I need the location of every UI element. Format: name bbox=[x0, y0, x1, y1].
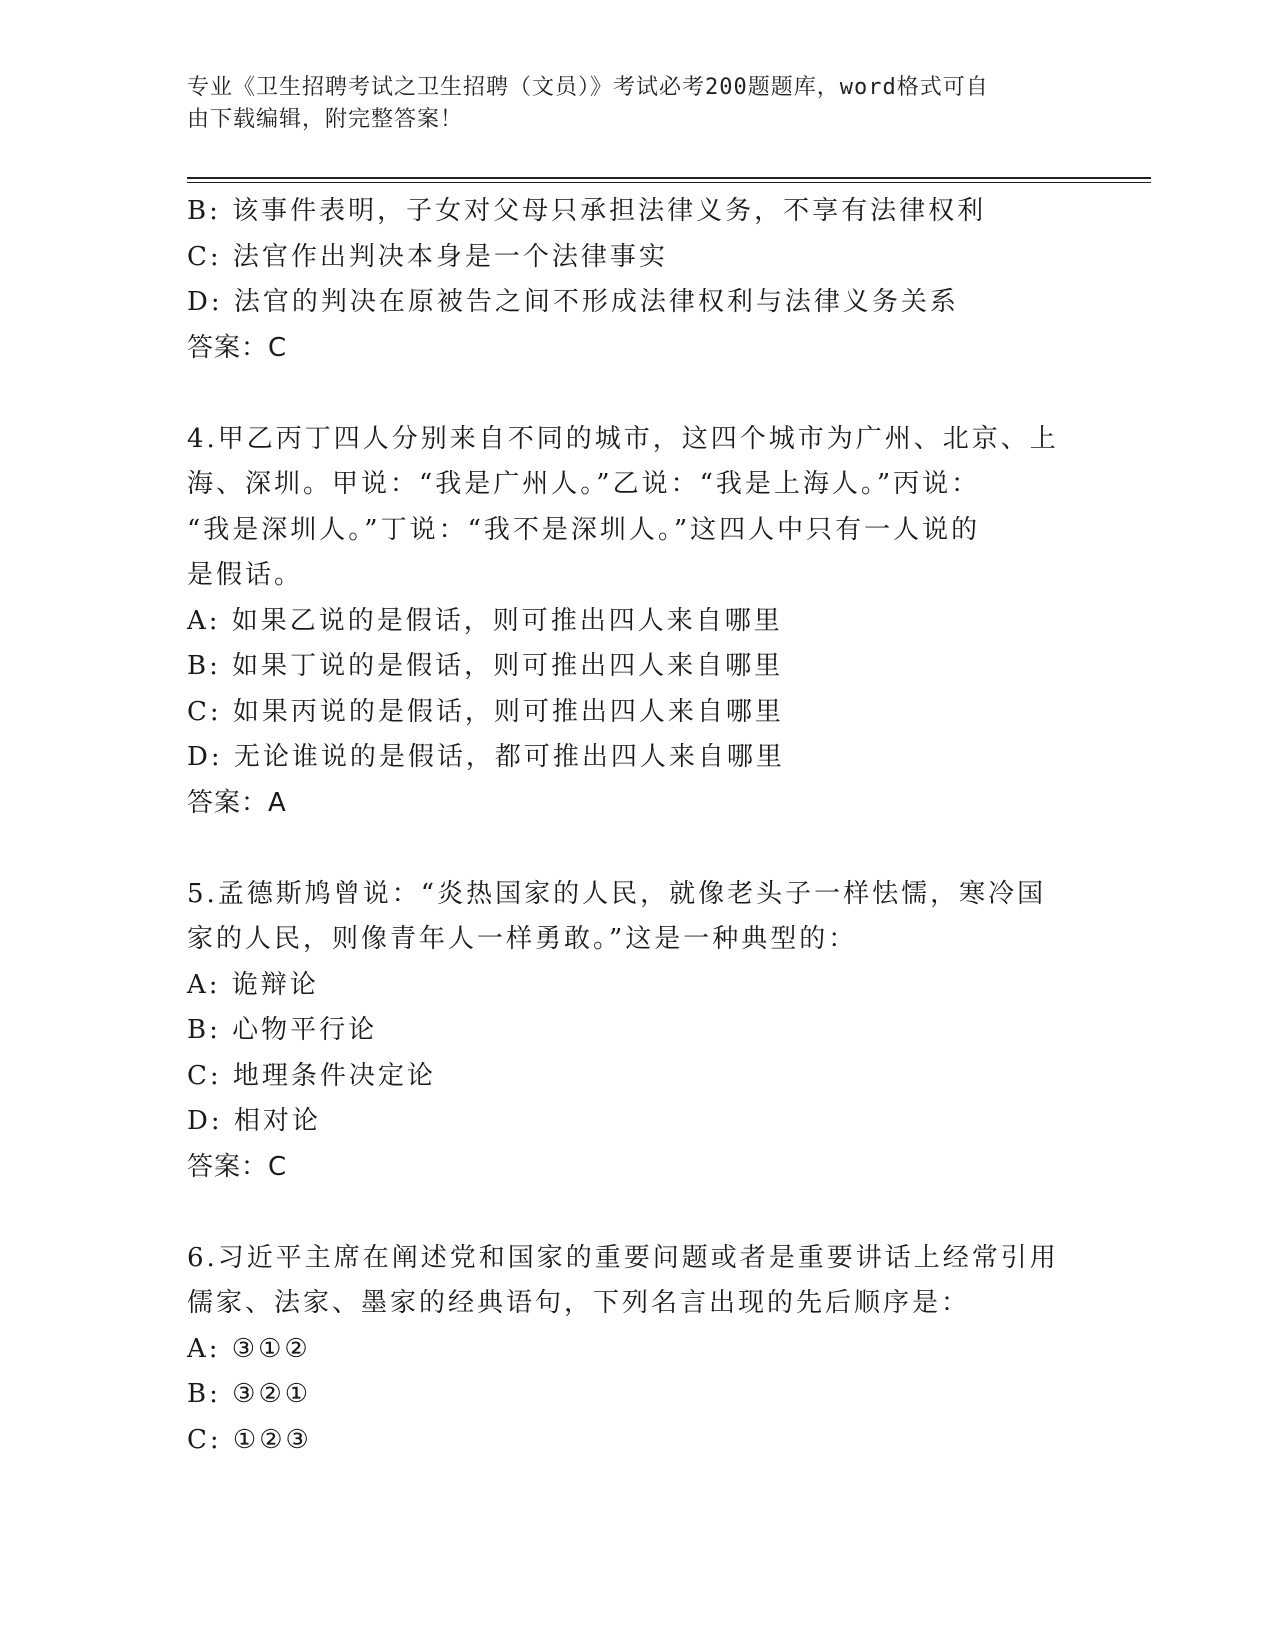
document-header bbox=[187, 72, 1087, 136]
q3-answer: 答案：C bbox=[187, 332, 288, 363]
q5-option-c: C: 地理条件决定论 bbox=[187, 1060, 436, 1091]
spacer bbox=[187, 1190, 1067, 1236]
q6-stem-line-2: 儒家、法家、墨家的经典语句，下列名言出现的先后顺序是： bbox=[187, 1288, 971, 1318]
q6-option-b: B: ③②① bbox=[187, 1379, 312, 1409]
header-divider-thick bbox=[187, 177, 1151, 179]
q5-option-d: D: 相对论 bbox=[187, 1106, 321, 1136]
q4-option-d: D: 无论谁说的是假话，都可推出四人来自哪里 bbox=[187, 742, 785, 772]
q3-option-b: B: 该事件表明，子女对父母只承担法律义务，不享有法律权利 bbox=[187, 196, 987, 226]
q4-answer: 答案：A bbox=[187, 787, 287, 818]
header-line-1: 专业《卫生招聘考试之卫生招聘（文员）》考试必考200题题库，word格式可自 bbox=[187, 75, 989, 100]
question-4-block bbox=[187, 417, 1067, 827]
spacer bbox=[187, 371, 1067, 417]
q5-option-a: A: 诡辩论 bbox=[187, 969, 319, 1000]
q6-stem-line-1: 6.习近平主席在阐述党和国家的重要问题或者是重要讲话上经常引用 bbox=[187, 1242, 1059, 1273]
spacer bbox=[187, 826, 1067, 872]
header-divider-thin bbox=[187, 182, 1151, 183]
q6-option-a: A: ③①② bbox=[187, 1333, 311, 1364]
q6-option-c: C: ①②③ bbox=[187, 1424, 312, 1455]
q4-option-c: C: 如果丙说的是假话，则可推出四人来自哪里 bbox=[187, 696, 784, 727]
question-6-block bbox=[187, 1236, 1067, 1464]
q4-option-a: A: 如果乙说的是假话，则可推出四人来自哪里 bbox=[187, 605, 783, 636]
document-body bbox=[187, 189, 1067, 1463]
q4-stem-line-1: 4.甲乙丙丁四人分别来自不同的城市，这四个城市为广州、北京、上 bbox=[187, 423, 1059, 454]
question-5-block bbox=[187, 872, 1067, 1191]
q5-answer: 答案：C bbox=[187, 1151, 288, 1182]
q5-stem-line-1: 5.孟德斯鸠曾说：“炎热国家的人民，就像老头子一样怯懦，寒冷国 bbox=[187, 878, 1047, 909]
question-3-block bbox=[187, 189, 1067, 371]
header-line-2: 由下载编辑，附完整答案！ bbox=[187, 107, 464, 132]
q5-stem-line-2: 家的人民，则像青年人一样勇敢。”这是一种典型的： bbox=[187, 924, 858, 954]
q5-option-b: B: 心物平行论 bbox=[187, 1015, 378, 1045]
q4-option-b: B: 如果丁说的是假话，则可推出四人来自哪里 bbox=[187, 651, 784, 681]
q4-stem-line-4: 是假话。 bbox=[187, 560, 304, 590]
q3-option-c: C: 法官作出判决本身是一个法律事实 bbox=[187, 241, 668, 272]
q3-option-d: D: 法官的判决在原被告之间不形成法律权利与法律义务关系 bbox=[187, 287, 959, 317]
q4-stem-line-3: “我是深圳人。”丁说：“我不是深圳人。”这四人中只有一人说的 bbox=[187, 514, 981, 545]
q4-stem-line-2: 海、深圳。甲说：“我是广州人。”乙说：“我是上海人。”丙说： bbox=[187, 469, 981, 499]
